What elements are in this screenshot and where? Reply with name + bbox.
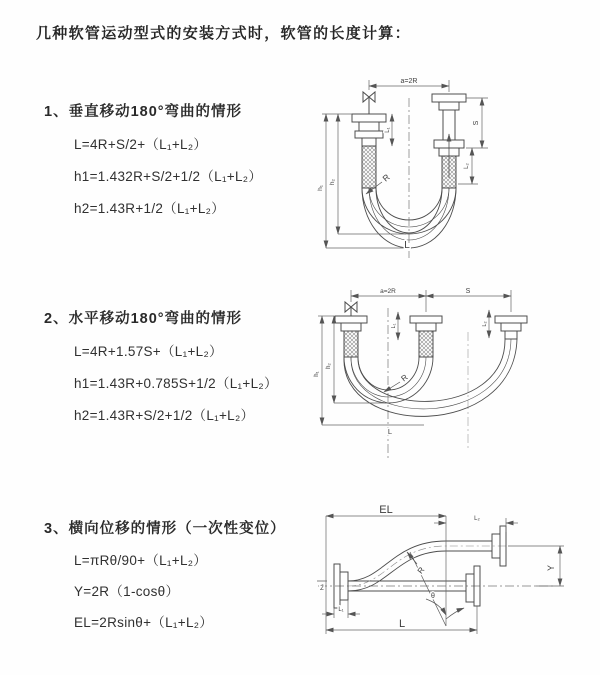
datum-label-z: Z̄ — [320, 586, 324, 592]
right-pipe-fitting-moved — [495, 316, 527, 339]
length-label: L — [404, 240, 410, 251]
section-1-heading: 1、垂直移动180°弯曲的情形 — [44, 104, 243, 120]
section-2-formula-h2: h2=1.43R+S/2+1/2（L₁+L₂） — [74, 408, 255, 423]
dim-label-h1: h₁ — [317, 185, 324, 191]
section-1-formula-h2: h2=1.43R+1/2（L₁+L₂） — [74, 201, 225, 216]
valve-icon — [363, 92, 375, 114]
section-3-formula-Y: Y=2R（1-cosθ） — [74, 584, 180, 599]
radius-label: R — [415, 565, 427, 576]
left-pipe-fitting — [352, 114, 386, 146]
left-hose-braid — [344, 331, 358, 357]
length-label: L — [387, 427, 393, 436]
length-label: L — [398, 618, 406, 630]
section-3-heading: 3、横向位移的情形（一次性变位） — [44, 521, 286, 537]
left-pipe-fitting — [335, 316, 367, 331]
dim-label-l1: L₁ — [391, 323, 397, 329]
dim-label-l2: L₂ — [464, 163, 470, 169]
section-3-formula-L: L=πRθ/90+（L₁+L₂） — [74, 553, 208, 568]
hose-displaced-position — [348, 541, 506, 591]
dim-label-a2r: a=2R — [400, 78, 418, 85]
dim-label-l1: L₁ — [385, 127, 391, 133]
dim-label-l1: L₁ — [338, 607, 344, 613]
dim-label-s: S — [465, 288, 471, 295]
diagram-1-svg — [306, 70, 598, 265]
section-1-formula-L: L=4R+S/2+（L₁+L₂） — [74, 137, 208, 152]
theta-arc-right — [446, 608, 464, 619]
section-2-formula-h1: h1=1.43R+0.785S+1/2（L₁+L₂） — [74, 376, 278, 391]
dim-label-y: Y — [546, 564, 556, 572]
diagram-2-svg — [306, 282, 598, 467]
radius-label: R — [380, 171, 392, 184]
diagram-vertical-180-bend — [306, 70, 598, 265]
page-title: 几种软管运动型式的安装方式时，软管的长度计算： — [36, 25, 411, 42]
radius-label: R — [399, 372, 410, 384]
radius-leader — [407, 552, 417, 564]
dim-label-l2: L₂ — [482, 321, 488, 327]
dim-label-l2: L₂ — [474, 516, 480, 522]
section-3-formula-EL: EL=2Rsinθ+（L₁+L₂） — [74, 615, 214, 630]
middle-pipe-fitting — [410, 316, 442, 331]
dim-label-s: S — [473, 120, 480, 126]
theta-label: θ — [431, 593, 435, 600]
radius-construction-line — [410, 552, 446, 626]
diagram-3-svg — [296, 498, 600, 663]
radius-leader — [384, 382, 400, 392]
section-1-formula-h1: h1=1.432R+S/2+1/2（L₁+L₂） — [74, 169, 263, 184]
dim-label-h1: h₁ — [314, 371, 320, 377]
diagram-lateral-displacement — [296, 498, 600, 663]
right-pipe-fitting-upper — [432, 94, 466, 140]
dim-label-h2: h₂ — [329, 178, 336, 186]
dim-label-a2r: a=2R — [380, 288, 396, 295]
hose-u-bend-position-1 — [344, 357, 433, 403]
valve-icon — [345, 302, 357, 316]
middle-hose-braid — [419, 331, 433, 357]
section-2-heading: 2、水平移动180°弯曲的情形 — [44, 311, 243, 327]
left-hose-braid — [362, 146, 376, 188]
dim-label-h2: h₂ — [326, 363, 332, 369]
dim-label-el: EL — [379, 504, 393, 516]
theta-arc-left — [426, 599, 446, 615]
section-2-formula-L: L=4R+1.57S+（L₁+L₂） — [74, 344, 223, 359]
diagram-horizontal-180-bend — [306, 282, 598, 467]
